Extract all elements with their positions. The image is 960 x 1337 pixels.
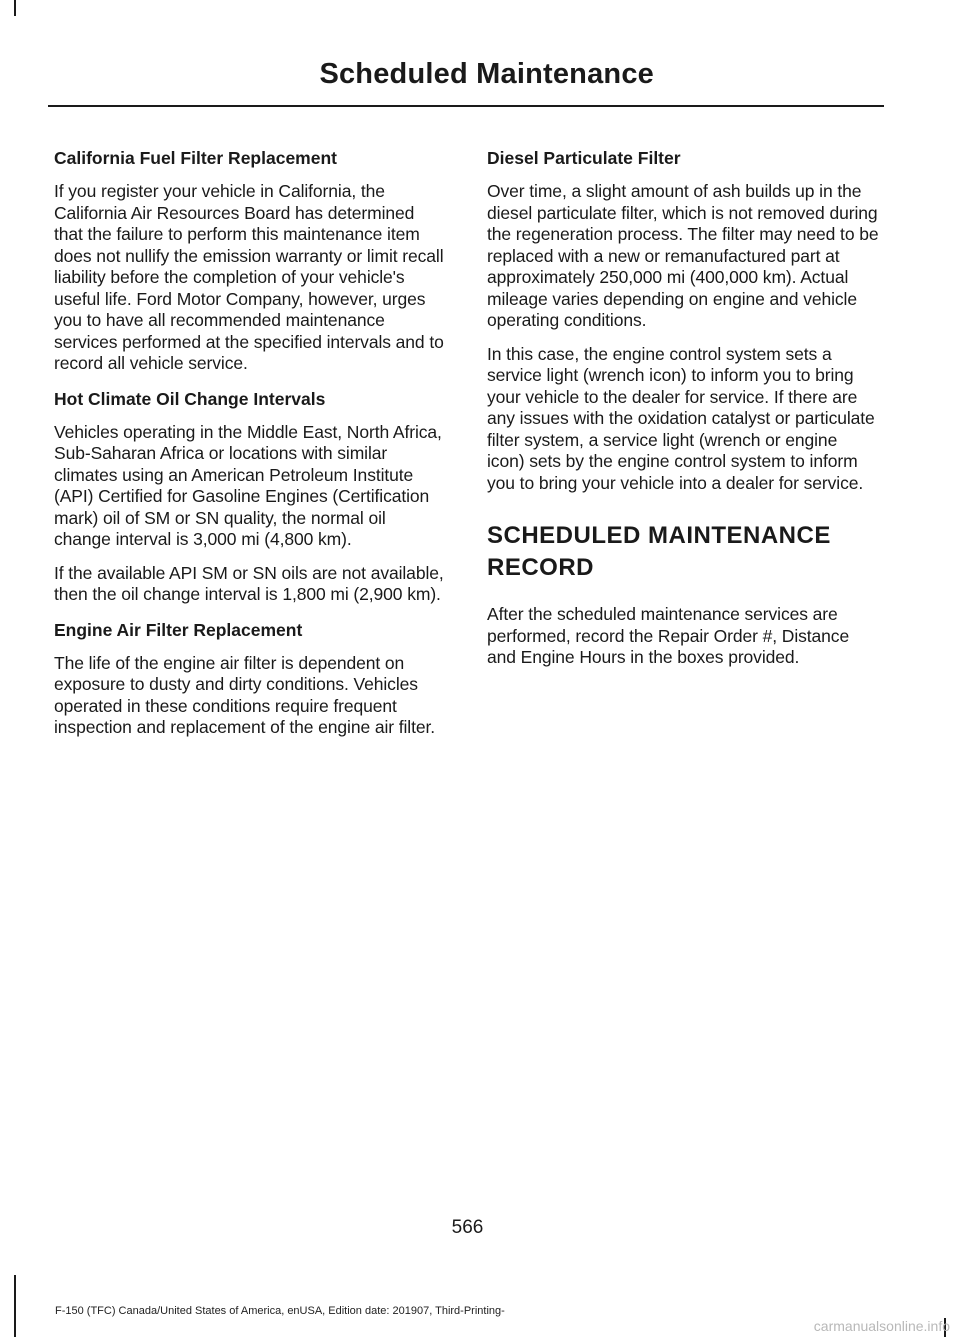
paragraph: After the scheduled maintenance services are performed, record the Repair Order #, Distance and Engine Hours in the boxes provided. (487, 604, 850, 667)
paragraph: Vehicles operating in the Middle East, North Africa, Sub-Saharan Africa or locations with similar climates using an American Petroleum Institute (API) Certified for Gasoline Engines (Certification mark) oil of SM or SN quality, the normal oil change interval is 3,000 mi (4,800 km). (54, 421, 442, 549)
section-heading: California Fuel Filter Replacement (54, 148, 337, 168)
major-heading: SCHEDULED MAINTENANCE RECORD (487, 522, 831, 581)
right-column (487, 146, 879, 681)
page-title: Scheduled Maintenance (319, 58, 654, 90)
header-divider (48, 105, 884, 107)
section-heading: Diesel Particulate Filter (487, 148, 681, 168)
footer-edition-text: F-150 (TFC) Canada/United States of America, enUSA, Edition date: 201907, Third-Printing- (55, 1305, 505, 1317)
watermark: carmanualsonline.info (813, 1318, 950, 1334)
section-heading: Engine Air Filter Replacement (54, 619, 303, 640)
crop-mark-top-left-vertical (14, 0, 16, 16)
paragraph: Over time, a slight amount of ash builds up in the diesel particulate filter, which is not removed during the regeneration process. The filter may need to be replaced with a new or remanufactured part at approximately 250,000 mi (400,000 km). Actual mileage varies depending on engine and vehicle operating conditions. (487, 181, 879, 330)
crop-mark-bottom-left-vertical (14, 1275, 16, 1337)
paragraph: If the available API SM or SN oils are not available, then the oil change interval is 1,800 mi (2,900 km). (54, 562, 444, 604)
left-column (54, 146, 446, 751)
paragraph: In this case, the engine control system sets a service light (wrench icon) to inform you to bring your vehicle to the dealer for service. If there are any issues with the oxidation catalyst or particulate filter system, a service light (wrench or engine icon) sets by the engine control system to inform you to bring your vehicle into a dealer for service. (487, 343, 875, 493)
paragraph: The life of the engine air filter is dependent on exposure to dusty and dirty conditions. Vehicles operated in these conditions require frequent inspection and replacement of the engine air filter. (54, 652, 436, 737)
paragraph: If you register your vehicle in California, the California Air Resources Board has determined that the failure to perform this maintenance item does not nullify the emission warranty or limit recall liability before the completion of your vehicle's useful life. Ford Motor Company, however, urges you to have all recommended maintenance services performed at the specified intervals and to record all vehicle service. (54, 181, 444, 373)
section-heading: Hot Climate Oil Change Intervals (54, 388, 326, 409)
page-number: 566 (451, 1217, 484, 1238)
